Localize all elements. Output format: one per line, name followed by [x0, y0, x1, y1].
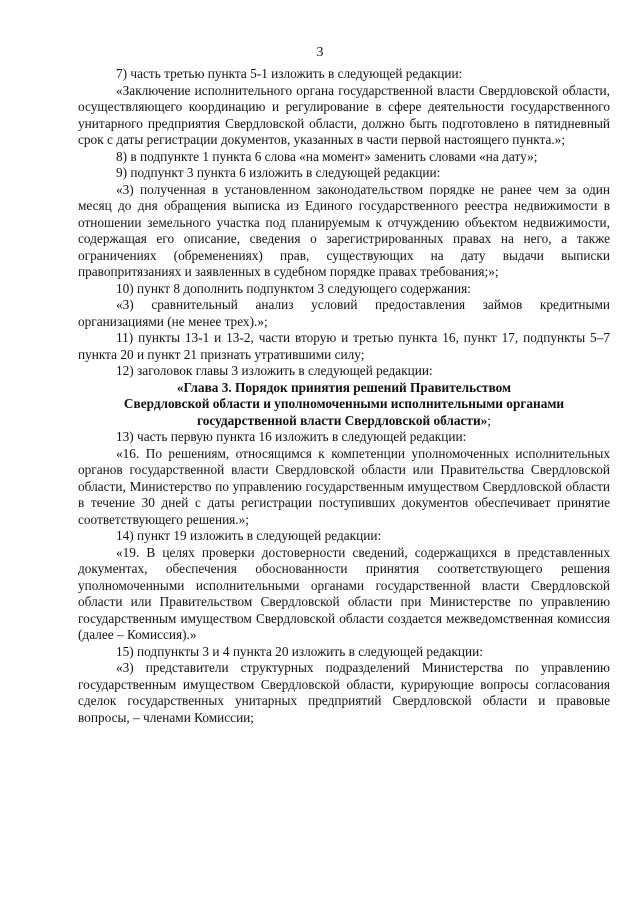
paragraph: «3) полученная в установленном законодательством порядке не ранее чем за один месяц до дня обращения выписка из Единого государственного реестра недвижимости в отношении земельного участка под планируемым к отчуждению объектом недвижимости, содержащая его описание, сведения о зарегистрированных правах на него, а также ограничениях (обременениях) прав, существующих на дату выдачи выписки правопритязаниях и заявленных в судебном порядке правах требования;»;: [78, 181, 610, 279]
paragraph: 10) пункт 8 дополнить подпунктом 3 следующего содержания:: [116, 280, 471, 296]
chapter-heading-line: «Глава 3. Порядок принятия решений Правительством: [176, 379, 512, 395]
document-body: [78, 66, 610, 726]
paragraph: 8) в подпункте 1 пункта 6 слова «на момент» заменить словами «на дату»;: [116, 148, 538, 164]
paragraph: «16. По решениям, относящимся к компетенции уполномоченных исполнительных органов государственной власти Свердловской области или Правительства Свердловской области, Министерство по управлению государственным имуществом Свердловской области в течение 30 дней с даты регистрации поступивших документов обеспечивает принятие соответствующего решения.»;: [78, 445, 610, 527]
paragraph: 7) часть третью пункта 5-1 изложить в следующей редакции:: [116, 66, 463, 81]
chapter-heading: [78, 380, 610, 430]
paragraph: «3) сравнительный анализ условий предоставления займов кредитными организациями (не менее трех).»;: [78, 297, 610, 329]
page-number: 3: [316, 45, 324, 60]
paragraph: 11) пункты 13-1 и 13-2, части вторую и третью пункта 16, пункт 17, подпункты 5–7 пункта 20 и пункт 21 признать утратившими силу;: [78, 330, 610, 362]
paragraph: 14) пункт 19 изложить в следующей редакции:: [116, 528, 382, 543]
paragraph: 13) часть первую пункта 16 изложить в следующей редакции:: [116, 429, 467, 444]
paragraph: 15) подпункты 3 и 4 пункта 20 изложить в следующей редакции:: [116, 643, 483, 659]
paragraph: 12) заголовок главы 3 изложить в следующей редакции:: [116, 363, 433, 378]
paragraph: «3) представители структурных подразделений Министерства по управлению государственным имуществом Свердловской области, курирующие вопросы согласования сделок государственных унитарных предприятий Свердловской области и правовые вопросы, – членами Комиссии;: [78, 660, 610, 725]
chapter-heading-suffix: ;: [487, 412, 491, 428]
paragraph: 9) подпункт 3 пункта 6 изложить в следующей редакции:: [116, 165, 441, 180]
chapter-heading-line: [78, 413, 610, 430]
chapter-heading-text: государственной власти Свердловской области»: [197, 412, 488, 428]
chapter-heading-line: Свердловской области и уполномоченными исполнительными органами: [123, 396, 565, 411]
paragraph: «19. В целях проверки достоверности сведений, содержащихся в представленных документах, обеспечения обоснованности принятия соответствующего решения уполномоченными исполнительными органами государственной власти Свердловской области или Правительством Свердловской области при Министерстве по управлению государственным имуществом Свердловской области создается межведомственная комиссия (далее – Комиссия).»: [78, 544, 610, 642]
paragraph: «Заключение исполнительного органа государственной власти Свердловской области, осуществляющего координацию и регулирование в сфере деятельности государственного унитарного предприятия Свердловской области, должно быть подготовлено в пятидневный срок с даты регистрации документов, указанных в части первой настоящего пункта.»;: [78, 82, 610, 147]
